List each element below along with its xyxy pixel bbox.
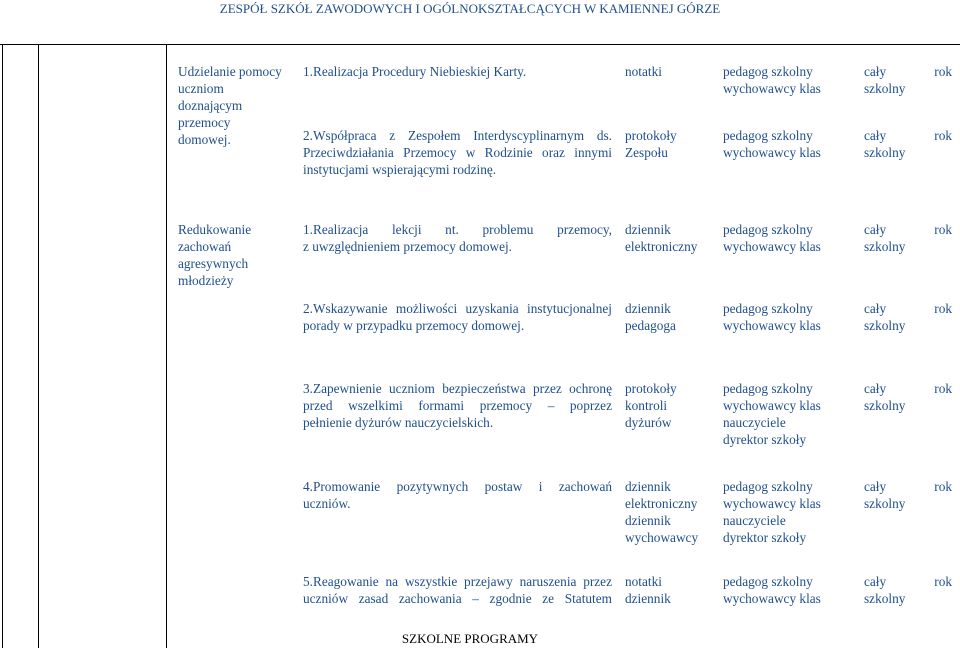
area-line: uczniom xyxy=(178,81,224,96)
responsible-cell xyxy=(723,478,821,546)
task-description xyxy=(303,127,612,178)
term-word: rok xyxy=(934,128,952,143)
responsible-cell xyxy=(723,127,821,161)
responsible-line: wychowawcy klas xyxy=(723,239,821,254)
term-word: cały xyxy=(864,128,887,143)
table-top-border xyxy=(0,44,960,45)
term-cell xyxy=(864,300,952,334)
area-line: Udzielanie pomocy xyxy=(178,64,282,79)
area-line: agresywnych xyxy=(178,256,249,271)
documentation-line: dziennik xyxy=(625,591,671,606)
column-divider-2 xyxy=(166,44,167,648)
term-line: szkolny xyxy=(864,81,906,96)
responsible-line: pedagog szkolny xyxy=(723,479,813,494)
documentation-line: kontroli xyxy=(625,398,668,413)
responsible-line: nauczyciele xyxy=(723,415,786,430)
documentation-line: elektroniczny xyxy=(625,239,698,254)
responsible-line: pedagog szkolny xyxy=(723,222,813,237)
column-divider-1 xyxy=(38,44,39,648)
task-description xyxy=(303,573,612,607)
task-line: porady w przypadku przemocy domowej. xyxy=(303,318,525,333)
term-row xyxy=(864,63,952,80)
responsible-line: nauczyciele xyxy=(723,513,786,528)
task-line: przed wszelkimi formami przemocy – poprzez xyxy=(303,398,612,413)
term-line: szkolny xyxy=(864,145,906,160)
responsible-line: pedagog szkolny xyxy=(723,128,813,143)
term-word: cały xyxy=(864,222,887,237)
term-word: rok xyxy=(934,222,952,237)
task-line: 1.Realizacja lekcji nt. problemu przemocy, xyxy=(303,222,612,237)
term-word: rok xyxy=(934,574,952,589)
area-line: doznającym xyxy=(178,98,243,113)
area-line: młodzieży xyxy=(178,273,234,288)
term-word: rok xyxy=(934,64,952,79)
term-word: rok xyxy=(934,479,952,494)
page-header: ZESPÓŁ SZKÓŁ ZAWODOWYCH I OGÓLNOKSZTAŁCĄCYCH W KAMIENNEJ GÓRZE xyxy=(219,1,721,16)
term-row xyxy=(864,478,952,495)
term-row xyxy=(864,127,952,144)
task-description xyxy=(303,380,612,431)
documentation-cell xyxy=(625,380,677,431)
term-row xyxy=(864,380,952,397)
task-line: 3.Zapewnienie uczniom bezpieczeństwa przez ochronę xyxy=(303,381,612,396)
task-description xyxy=(303,478,612,512)
documentation-cell xyxy=(625,573,671,607)
documentation-line: protokoły xyxy=(625,381,677,396)
term-word: rok xyxy=(934,301,952,316)
term-line: szkolny xyxy=(864,496,906,511)
term-cell xyxy=(864,573,952,607)
task-line: Przeciwdziałania Przemocy w Rodzinie oraz innymi xyxy=(303,145,612,160)
documentation-line: dziennik xyxy=(625,479,671,494)
area-cell-1 xyxy=(178,63,290,148)
responsible-line: wychowawcy klas xyxy=(723,145,821,160)
term-cell xyxy=(864,63,952,97)
term-word: rok xyxy=(934,381,952,396)
table-left-border xyxy=(2,44,3,648)
responsible-cell xyxy=(723,221,821,255)
term-word: cały xyxy=(864,479,887,494)
term-word: cały xyxy=(864,64,887,79)
documentation-line: wychowawcy xyxy=(625,530,699,545)
area-line: domowej. xyxy=(178,132,231,147)
area-cell-2 xyxy=(178,221,260,289)
task-line: 4.Promowanie pozytywnych postaw i zachowań xyxy=(303,479,612,494)
responsible-cell xyxy=(723,380,821,448)
term-word: cały xyxy=(864,381,887,396)
documentation-line: dyżurów xyxy=(625,415,672,430)
responsible-cell xyxy=(723,63,821,97)
documentation-line: notatki xyxy=(625,64,662,79)
term-line: szkolny xyxy=(864,591,906,606)
area-line: zachowań xyxy=(178,239,232,254)
task-description xyxy=(303,221,612,255)
term-line: szkolny xyxy=(864,318,906,333)
documentation-cell xyxy=(625,127,677,161)
task-line: 2.Wskazywanie możliwości uzyskania instytucjonalnej xyxy=(303,301,612,316)
area-line: przemocy xyxy=(178,115,231,130)
term-row xyxy=(864,300,952,317)
documentation-cell xyxy=(625,300,676,334)
task-line: 5.Reagowanie na wszystkie przejawy naruszenia przez xyxy=(303,574,612,589)
term-cell xyxy=(864,478,952,512)
responsible-line: wychowawcy klas xyxy=(723,318,821,333)
documentation-cell xyxy=(625,221,697,255)
responsible-line: wychowawcy klas xyxy=(723,591,821,606)
term-line: szkolny xyxy=(864,239,906,254)
task-line: z uwzględnieniem przemocy domowej. xyxy=(303,239,512,254)
task-line: 1.Realizacja Procedury Niebieskiej Karty. xyxy=(303,64,527,79)
responsible-line: pedagog szkolny xyxy=(723,64,813,79)
documentation-line: Zespołu xyxy=(625,145,668,160)
task-description xyxy=(303,300,612,334)
responsible-line: dyrektor szkoły xyxy=(723,530,807,545)
task-line: 2.Współpraca z Zespołem Interdyscyplinarnym ds. xyxy=(303,128,612,143)
documentation-line: dziennik xyxy=(625,222,671,237)
responsible-line: pedagog szkolny xyxy=(723,301,813,316)
task-line: uczniów. xyxy=(303,496,351,511)
task-description xyxy=(303,63,612,80)
documentation-line: pedagoga xyxy=(625,318,676,333)
term-cell xyxy=(864,380,952,414)
term-cell xyxy=(864,127,952,161)
task-line: instytucjami wspierającymi rodzinę. xyxy=(303,162,497,177)
responsible-line: wychowawcy klas xyxy=(723,398,821,413)
responsible-line: pedagog szkolny xyxy=(723,381,813,396)
responsible-cell xyxy=(723,300,821,334)
documentation-line: protokoły xyxy=(625,128,677,143)
responsible-cell xyxy=(723,573,821,607)
term-row xyxy=(864,573,952,590)
term-cell xyxy=(864,221,952,255)
responsible-line: dyrektor szkoły xyxy=(723,432,807,447)
documentation-cell xyxy=(625,63,662,80)
term-word: cały xyxy=(864,301,887,316)
documentation-line: dziennik xyxy=(625,513,671,528)
term-line: szkolny xyxy=(864,398,906,413)
task-line: uczniów zasad zachowania – zgodnie ze Statutem xyxy=(303,591,612,606)
responsible-line: pedagog szkolny xyxy=(723,574,813,589)
responsible-line: wychowawcy klas xyxy=(723,496,821,511)
term-word: cały xyxy=(864,574,887,589)
documentation-line: elektroniczny xyxy=(625,496,698,511)
documentation-line: dziennik xyxy=(625,301,671,316)
documentation-cell xyxy=(625,478,698,546)
area-line: Redukowanie xyxy=(178,222,252,237)
page-footer: SZKOLNE PROGRAMY xyxy=(401,631,539,646)
responsible-line: wychowawcy klas xyxy=(723,81,821,96)
term-row xyxy=(864,221,952,238)
task-line: pełnienie dyżurów nauczycielskich. xyxy=(303,415,494,430)
documentation-line: notatki xyxy=(625,574,662,589)
